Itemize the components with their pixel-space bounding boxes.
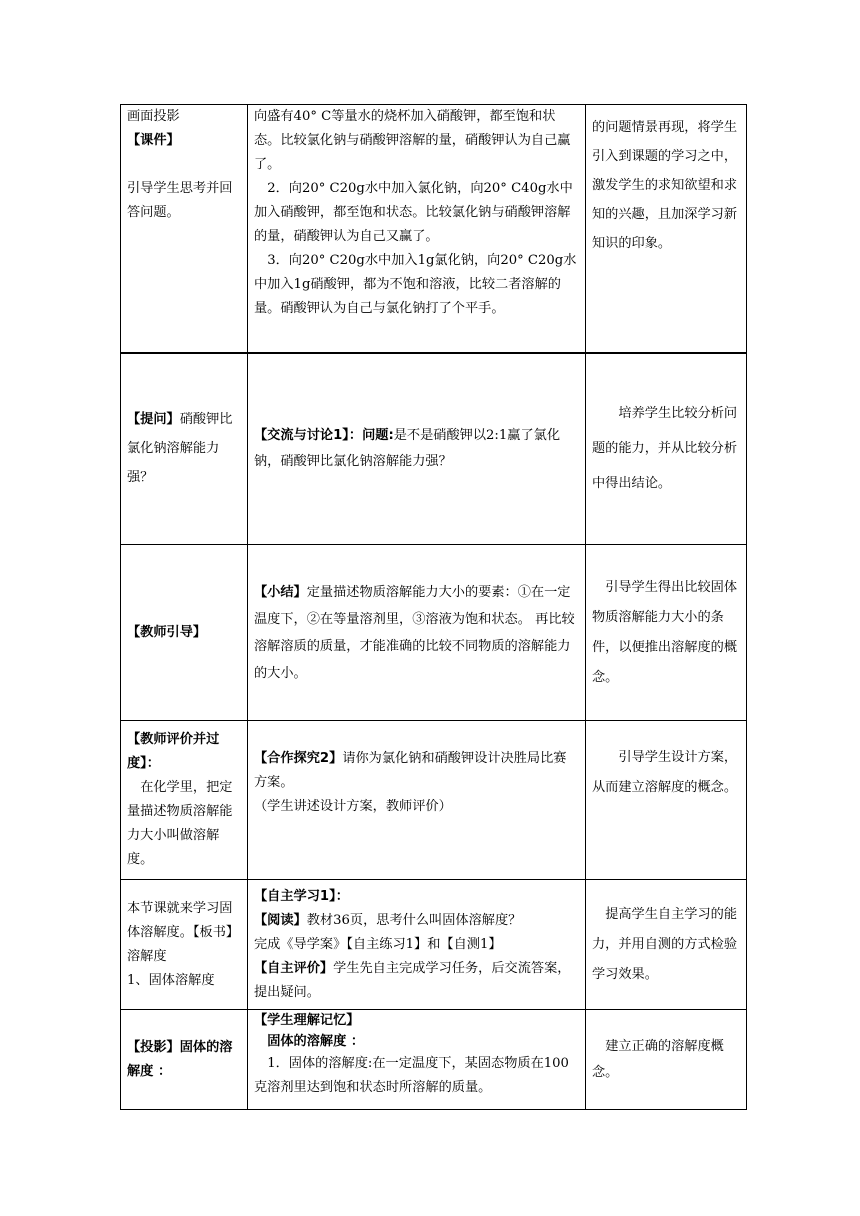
cell-text: 请你为氯化钠和硝酸钾设计决胜局比赛方案。: [254, 751, 567, 790]
cell-text-bold: 【交流与讨论1】：问题:: [254, 427, 394, 443]
cell-text: 硝酸钾比氯化钠溶解能力强？: [127, 412, 233, 486]
cell-text: 的问题情景再现，将学生引入到课题的学习之中，激发学生的求知欲望和求知的兴趣，且加深学习新知识的印象。: [592, 120, 738, 251]
cell-text: 本节课就来学习固体溶解度。【板书】溶解度: [127, 900, 240, 964]
cell-text: 提高学生自主学习的能力，并用自测的方式检验学习效果。: [592, 906, 738, 982]
cell-design-intent: [586, 721, 747, 880]
cell-text-bold: 【合作探究2】: [254, 751, 343, 766]
cell-text: 向盛有40° C等量水的烧杯加入硝酸钾，都至饱和状态。比较氯化钠与硝酸钾溶解的量，硝酸钾认为自己赢了。: [254, 109, 571, 172]
cell-text: 2．向20° C20g水中加入氯化钠，向20° C40g水中加入硝酸钾，都至饱和状态。比较氯化钠与硝酸钾溶解的量，硝酸钾认为自己又赢了。: [254, 181, 573, 244]
cell-design-intent: [586, 105, 747, 353]
cell-teacher-activity: [121, 1010, 248, 1110]
cell-design-intent: [586, 545, 747, 721]
cell-text: [127, 153, 241, 177]
cell-text: 【课件】: [127, 133, 180, 148]
cell-text: [254, 423, 579, 475]
cell-student-activity: [248, 721, 586, 880]
table-row: [121, 880, 747, 1010]
cell-text-bold: 【投影】固体的溶解度 ：: [127, 1039, 233, 1079]
cell-text-bold: 【阅读】: [254, 912, 307, 928]
table-row: [121, 105, 747, 353]
cell-text: [254, 579, 579, 687]
cell-text-bold: 固体的溶解度 ：: [267, 1034, 365, 1049]
cell-student-activity: [248, 1010, 586, 1110]
cell-teacher-activity: [121, 721, 248, 880]
cell-teacher-activity: [121, 353, 248, 545]
cell-text: 建立正确的溶解度概念。: [592, 1038, 724, 1080]
cell-text-bold: 【自主学习1】：: [254, 888, 349, 904]
cell-student-activity: [248, 545, 586, 721]
cell-student-activity: [248, 105, 586, 353]
cell-text: 引导学生得出比较固体物质溶解能力大小的条件，以便推出溶解度的概念。: [592, 579, 738, 685]
cell-text: 1．固体的溶解度:在一定温度下，某固态物质在100克溶剂里达到饱和状态时所溶解的质量。: [254, 1056, 569, 1095]
cell-design-intent: [586, 1010, 747, 1110]
cell-text: 1、固体溶解度: [127, 972, 215, 988]
cell-text-bold: 【提问】: [127, 412, 180, 428]
cell-student-activity: [248, 880, 586, 1010]
cell-design-intent: [586, 880, 747, 1010]
cell-teacher-activity: [121, 545, 248, 721]
cell-text: 完成《导学案》【自主练习1】和【自测1】: [254, 936, 502, 952]
table-row: [121, 545, 747, 721]
table-row: [121, 1010, 747, 1110]
cell-text: 学生先自主完成学习任务，后交流答案，提出疑问。: [254, 960, 571, 1000]
cell-text: 3．向20° C20g水中加入1g氯化钠，向20° C20g水中加入1g硝酸钾，都为不饱和溶液，比较二者溶解的量。硝酸钾认为自己与氯化钠打了个平手。: [254, 253, 577, 316]
cell-text: 引导学生设计方案，从而建立溶解度的概念。: [592, 750, 738, 795]
cell-text-bold: 【学生理解记忆】: [254, 1013, 360, 1028]
cell-teacher-activity: [121, 105, 248, 353]
cell-text-bold: 【自主评价】: [254, 960, 334, 976]
cell-student-activity: [248, 353, 586, 545]
cell-text-bold: 【教师引导】: [127, 624, 207, 640]
table-row: [121, 353, 747, 545]
lesson-plan-table: [120, 104, 747, 1110]
table-row: [121, 721, 747, 880]
cell-text: [254, 747, 579, 795]
cell-text: [127, 405, 241, 492]
cell-text: [254, 957, 579, 1005]
cell-text: 教材36页，思考什么叫固体溶解度？: [306, 912, 522, 928]
cell-text: （学生讲述设计方案，教师评价）: [254, 799, 452, 814]
cell-text: [254, 909, 579, 933]
cell-text-bold: 【小结】: [254, 584, 307, 600]
cell-text: 引导学生思考并回答问题。: [127, 181, 233, 220]
cell-design-intent: [586, 353, 747, 545]
cell-text: 在化学里，把定量描述物质溶解能力大小叫做溶解度。: [127, 780, 233, 867]
cell-text-bold: 【教师评价并过度】：: [127, 732, 220, 771]
cell-teacher-activity: [121, 880, 248, 1010]
cell-text: 是不是硝酸钾以2:1赢了氯化钠，硝酸钾比氯化钠溶解能力强？: [254, 427, 561, 469]
cell-text: 培养学生比较分析问题的能力，并从比较分析中得出结论。: [592, 406, 738, 492]
cell-text: 画面投影: [127, 109, 180, 124]
cell-text: 定量描述物质溶解能力大小的要素：①在一定温度下，②在等量溶剂里，③溶液为饱和状态。 再比较溶解溶质的质量，才能准确的比较不同物质的溶解能力的大小。: [254, 584, 575, 681]
